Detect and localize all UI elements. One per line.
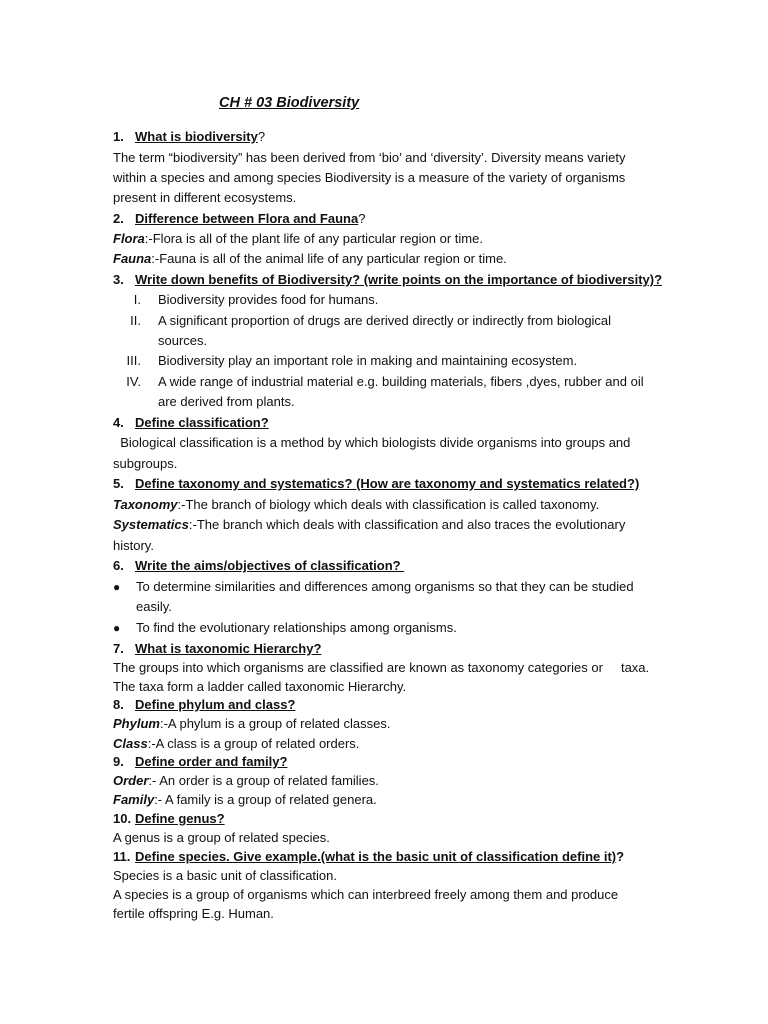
bullet-icon: ● [113,621,121,635]
answer-7-line-2: The taxa form a ladder called taxonomic Hierarchy. [113,679,407,694]
question-text: Define order and family? [135,754,288,769]
term-label: Fauna [113,251,152,266]
question-text: Define classification? [135,415,269,430]
question-text: What is biodiversity [135,129,258,144]
question-number: 3. [113,272,124,287]
question-5 [113,475,639,493]
definition-text: :-A phylum is a group of related classes. [159,716,391,731]
aim-1-line-2: easily. [136,599,172,614]
benefit-1-line-1: Biodiversity provides food for humans. [158,292,379,307]
aim-2-line-1: To find the evolutionary relationships among organisms. [136,620,457,635]
aim-item-2 [113,619,135,637]
definition-systematics-cont: history. [113,538,154,553]
answer-4-line-2: subgroups. [113,456,178,471]
aim-1-line-1: To determine similarities and differences among organisms so that they can be studied [136,579,634,594]
answer-1-line-3: present in different ecosystems. [113,190,297,205]
benefit-2-line-1: A significant proportion of drugs are derived directly or indirectly from biological [158,313,612,328]
question-text: Write down benefits of Biodiversity? (write points on the importance of biodiversity)? [135,272,663,287]
question-3 [113,271,662,289]
definition-family [113,791,377,809]
question-number: 2. [113,211,124,226]
definition-taxonomy [113,496,599,514]
definition-text: :-Flora is all of the plant life of any particular region or time. [144,231,483,246]
term-label: Taxonomy [113,497,178,512]
term-label: Class [113,736,148,751]
definition-flora [113,230,483,248]
term-label: Flora [113,231,145,246]
question-6 [113,557,404,575]
benefit-4-line-2: are derived from plants. [158,394,295,409]
definition-text: :-The branch of biology which deals with classification is called taxonomy. [177,497,600,512]
question-8 [113,696,295,714]
answer-7-line-1: The groups into which organisms are classified are known as taxonomy categories or taxa. [113,660,650,675]
question-text: Define genus? [135,811,225,826]
benefit-item-3 [113,352,141,370]
question-number: 7. [113,641,124,656]
question-text: Difference between Flora and Fauna [135,211,359,226]
benefit-2-line-2: sources. [158,333,208,348]
question-number: 8. [113,697,124,712]
question-10 [113,810,225,828]
definition-text: :- An order is a group of related families. [148,773,379,788]
question-text: Define species. Give example.(what is the basic unit of classification define it) [135,849,617,864]
question-number: 6. [113,558,124,573]
question-7 [113,640,321,658]
definition-phylum [113,715,390,733]
term-label: Order [113,773,149,788]
question-number: 11. [113,849,131,864]
question-1: 1. What is biodiversity? [113,129,266,144]
benefit-item-1 [113,291,141,309]
bullet-icon: ● [113,580,121,594]
answer-11-line-2: A species is a group of organisms which can interbreed freely among them and produce [113,887,619,902]
question-4 [113,414,269,432]
benefit-item-2 [113,312,141,330]
benefit-3-line-1: Biodiversity play an important role in making and maintaining ecosystem. [158,353,578,368]
page-title: CH # 03 Biodiversity [219,95,360,111]
definition-order [113,772,379,790]
list-number: II. [130,313,141,328]
term-label: Phylum [113,716,160,731]
answer-11-line-1: Species is a basic unit of classification. [113,868,337,883]
question-text: Define phylum and class? [135,697,296,712]
question-11: 11. Define species. Give example.(what is the basic unit of classification define it)? [113,849,625,864]
definition-class [113,735,359,753]
question-number: 4. [113,415,124,430]
question-number: 9. [113,754,124,769]
question-text: Write the aims/objectives of classification? [135,558,405,573]
answer-11-line-3: fertile offspring E.g. Human. [113,906,274,921]
definition-text: :-The branch which deals with classification and also traces the evolutionary [188,517,626,532]
answer-4-line-1: Biological classification is a method by which biologists divide organisms into groups and [113,435,631,450]
question-text: What is taxonomic Hierarchy? [135,641,322,656]
list-number: IV. [126,374,141,389]
question-2: 2. Difference between Flora and Fauna? [113,211,366,226]
answer-1-line-2: within a species and among species Biodiversity is a measure of the variety of organisms [113,170,626,185]
list-number: I. [133,292,141,307]
definition-fauna [113,250,507,268]
definition-text: :-Fauna is all of the animal life of any particular region or time. [151,251,507,266]
answer-10: A genus is a group of related species. [113,830,330,845]
question-text: Define taxonomy and systematics? (How are taxonomy and systematics related?) [135,476,640,491]
definition-systematics [113,516,625,534]
question-9 [113,753,287,771]
term-label: Family [113,792,155,807]
question-number: 5. [113,476,124,491]
list-number: III. [126,353,141,368]
answer-1-line-1: The term “biodiversity” has been derived from ‘bio’ and ‘diversity’. Diversity means variety [113,150,626,165]
question-number: 1. [113,129,124,144]
benefit-4-line-1: A wide range of industrial material e.g. building materials, fibers ,dyes, rubber and oil [158,374,644,389]
definition-text: :-A class is a group of related orders. [147,736,360,751]
term-label: Systematics [113,517,189,532]
benefit-item-4 [113,373,141,391]
aim-item-1 [113,578,135,596]
definition-text: :- A family is a group of related genera. [154,792,377,807]
question-number: 10. [113,811,132,826]
